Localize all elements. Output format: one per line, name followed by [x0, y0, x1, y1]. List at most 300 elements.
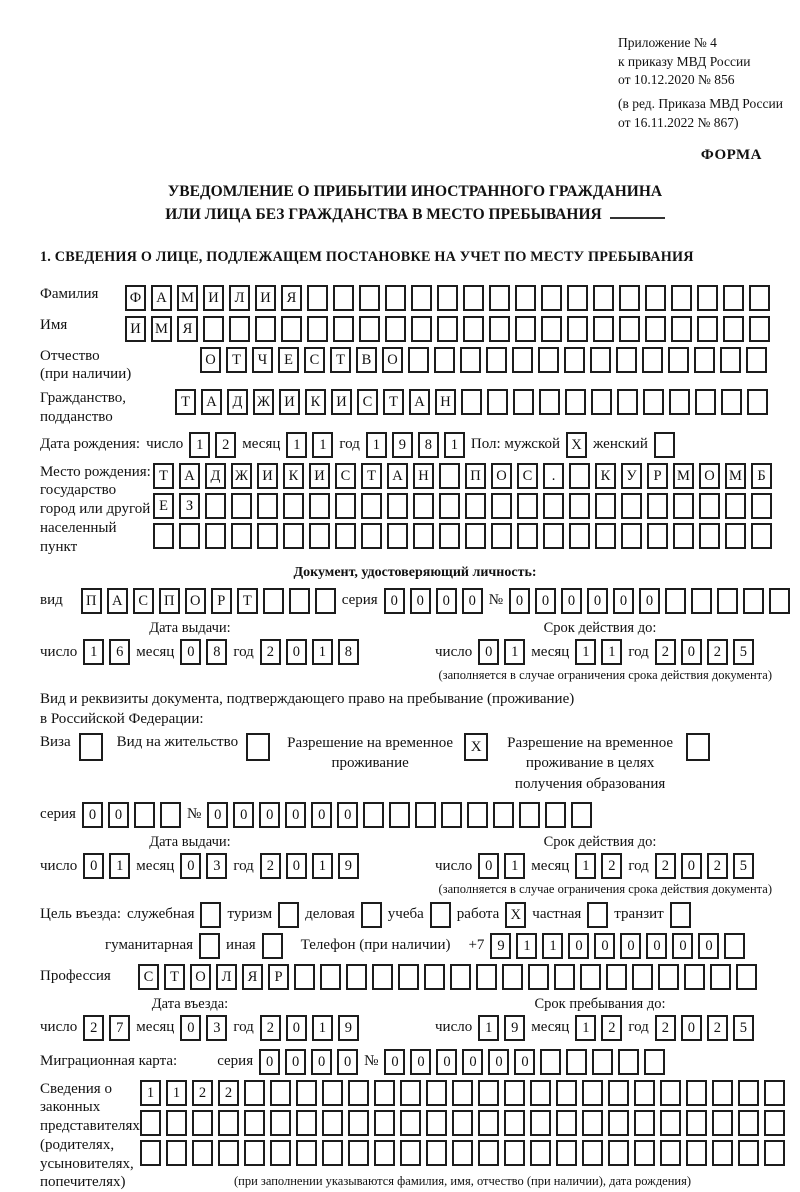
char-cell[interactable]: [413, 493, 434, 519]
char-cell[interactable]: С: [357, 389, 378, 415]
char-cell[interactable]: 1: [312, 432, 333, 458]
char-cell[interactable]: А: [151, 285, 172, 311]
char-cell[interactable]: [608, 1080, 629, 1106]
char-cell[interactable]: О: [382, 347, 403, 373]
char-cell[interactable]: С: [517, 463, 538, 489]
char-cell[interactable]: А: [201, 389, 222, 415]
temp-residence-education-checkbox[interactable]: [686, 733, 710, 761]
char-cell[interactable]: 0: [681, 639, 702, 665]
char-cell[interactable]: У: [621, 463, 642, 489]
char-cell[interactable]: Ф: [125, 285, 146, 311]
char-cell[interactable]: И: [309, 463, 330, 489]
char-cell[interactable]: 2: [218, 1080, 239, 1106]
char-cell[interactable]: 1: [312, 639, 333, 665]
char-cell[interactable]: [348, 1080, 369, 1106]
char-cell[interactable]: [333, 285, 354, 311]
char-cell[interactable]: [439, 463, 460, 489]
char-cell[interactable]: [413, 523, 434, 549]
char-cell[interactable]: [764, 1110, 785, 1136]
char-cell[interactable]: 0: [410, 588, 431, 614]
char-cell[interactable]: [231, 523, 252, 549]
char-cell[interactable]: 0: [436, 588, 457, 614]
char-cell[interactable]: [387, 523, 408, 549]
char-cell[interactable]: [541, 316, 562, 342]
char-cell[interactable]: А: [387, 463, 408, 489]
char-cell[interactable]: [415, 802, 436, 828]
char-cell[interactable]: [621, 493, 642, 519]
char-cell[interactable]: [437, 316, 458, 342]
char-cell[interactable]: [361, 523, 382, 549]
temp-residence-checkbox[interactable]: X: [464, 733, 488, 761]
char-cell[interactable]: 0: [311, 802, 332, 828]
char-cell[interactable]: [361, 493, 382, 519]
char-cell[interactable]: [590, 347, 611, 373]
char-cell[interactable]: О: [699, 463, 720, 489]
char-cell[interactable]: 2: [707, 853, 728, 879]
char-cell[interactable]: [296, 1080, 317, 1106]
char-cell[interactable]: 2: [655, 1015, 676, 1041]
char-cell[interactable]: [439, 493, 460, 519]
char-cell[interactable]: Н: [413, 463, 434, 489]
char-cell[interactable]: 0: [672, 933, 693, 959]
char-cell[interactable]: [307, 285, 328, 311]
char-cell[interactable]: 6: [109, 639, 130, 665]
char-cell[interactable]: [411, 285, 432, 311]
char-cell[interactable]: 1: [575, 639, 596, 665]
char-cell[interactable]: [556, 1140, 577, 1166]
char-cell[interactable]: [697, 316, 718, 342]
char-cell[interactable]: [296, 1140, 317, 1166]
char-cell[interactable]: [476, 964, 497, 990]
char-cell[interactable]: [673, 493, 694, 519]
char-cell[interactable]: [434, 347, 455, 373]
char-cell[interactable]: [647, 493, 668, 519]
char-cell[interactable]: Т: [226, 347, 247, 373]
purpose-humanitarian-checkbox[interactable]: [199, 933, 220, 959]
char-cell[interactable]: К: [283, 463, 304, 489]
char-cell[interactable]: 3: [206, 853, 227, 879]
char-cell[interactable]: 1: [166, 1080, 187, 1106]
char-cell[interactable]: [465, 523, 486, 549]
char-cell[interactable]: 7: [109, 1015, 130, 1041]
char-cell[interactable]: 2: [707, 1015, 728, 1041]
char-cell[interactable]: [660, 1080, 681, 1106]
char-cell[interactable]: [592, 1049, 613, 1075]
char-cell[interactable]: Р: [211, 588, 232, 614]
char-cell[interactable]: [296, 1110, 317, 1136]
char-cell[interactable]: [717, 588, 738, 614]
char-cell[interactable]: [400, 1080, 421, 1106]
char-cell[interactable]: А: [179, 463, 200, 489]
female-checkbox[interactable]: [654, 432, 675, 458]
char-cell[interactable]: [582, 1140, 603, 1166]
char-cell[interactable]: В: [356, 347, 377, 373]
char-cell[interactable]: [686, 1140, 707, 1166]
char-cell[interactable]: С: [133, 588, 154, 614]
char-cell[interactable]: [519, 802, 540, 828]
char-cell[interactable]: [179, 523, 200, 549]
char-cell[interactable]: [556, 1080, 577, 1106]
char-cell[interactable]: [618, 1049, 639, 1075]
char-cell[interactable]: 2: [260, 1015, 281, 1041]
char-cell[interactable]: 0: [286, 1015, 307, 1041]
char-cell[interactable]: [738, 1140, 759, 1166]
char-cell[interactable]: [736, 964, 757, 990]
char-cell[interactable]: П: [81, 588, 102, 614]
char-cell[interactable]: [283, 523, 304, 549]
char-cell[interactable]: [467, 802, 488, 828]
char-cell[interactable]: 0: [286, 853, 307, 879]
char-cell[interactable]: [244, 1080, 265, 1106]
char-cell[interactable]: [270, 1140, 291, 1166]
visa-checkbox[interactable]: [79, 733, 103, 761]
char-cell[interactable]: 0: [698, 933, 719, 959]
char-cell[interactable]: [140, 1110, 161, 1136]
char-cell[interactable]: И: [203, 285, 224, 311]
char-cell[interactable]: [478, 1140, 499, 1166]
char-cell[interactable]: [543, 523, 564, 549]
char-cell[interactable]: [478, 1080, 499, 1106]
char-cell[interactable]: О: [190, 964, 211, 990]
char-cell[interactable]: [660, 1140, 681, 1166]
char-cell[interactable]: 1: [575, 853, 596, 879]
char-cell[interactable]: [720, 347, 741, 373]
char-cell[interactable]: [517, 493, 538, 519]
char-cell[interactable]: [424, 964, 445, 990]
char-cell[interactable]: 9: [504, 1015, 525, 1041]
char-cell[interactable]: [478, 1110, 499, 1136]
char-cell[interactable]: [441, 802, 462, 828]
char-cell[interactable]: [348, 1110, 369, 1136]
char-cell[interactable]: 0: [83, 853, 104, 879]
char-cell[interactable]: [307, 316, 328, 342]
char-cell[interactable]: 0: [478, 853, 499, 879]
char-cell[interactable]: [320, 964, 341, 990]
char-cell[interactable]: [543, 493, 564, 519]
char-cell[interactable]: [461, 389, 482, 415]
char-cell[interactable]: [751, 493, 772, 519]
char-cell[interactable]: 1: [575, 1015, 596, 1041]
char-cell[interactable]: [166, 1140, 187, 1166]
char-cell[interactable]: И: [331, 389, 352, 415]
char-cell[interactable]: [335, 493, 356, 519]
char-cell[interactable]: [463, 316, 484, 342]
char-cell[interactable]: [723, 316, 744, 342]
char-cell[interactable]: [385, 316, 406, 342]
char-cell[interactable]: 9: [490, 933, 511, 959]
char-cell[interactable]: 2: [707, 639, 728, 665]
char-cell[interactable]: [712, 1110, 733, 1136]
char-cell[interactable]: 9: [392, 432, 413, 458]
char-cell[interactable]: А: [409, 389, 430, 415]
char-cell[interactable]: 1: [444, 432, 465, 458]
char-cell[interactable]: Ж: [253, 389, 274, 415]
char-cell[interactable]: [697, 285, 718, 311]
char-cell[interactable]: [491, 523, 512, 549]
char-cell[interactable]: Е: [278, 347, 299, 373]
char-cell[interactable]: 1: [601, 639, 622, 665]
char-cell[interactable]: 0: [285, 802, 306, 828]
char-cell[interactable]: [595, 523, 616, 549]
char-cell[interactable]: [644, 1049, 665, 1075]
char-cell[interactable]: [493, 802, 514, 828]
char-cell[interactable]: С: [138, 964, 159, 990]
char-cell[interactable]: 2: [215, 432, 236, 458]
char-cell[interactable]: [400, 1140, 421, 1166]
char-cell[interactable]: [530, 1110, 551, 1136]
char-cell[interactable]: [530, 1140, 551, 1166]
char-cell[interactable]: [244, 1110, 265, 1136]
char-cell[interactable]: [255, 316, 276, 342]
char-cell[interactable]: О: [491, 463, 512, 489]
char-cell[interactable]: [203, 316, 224, 342]
purpose-official-checkbox[interactable]: [200, 902, 221, 928]
char-cell[interactable]: 0: [462, 1049, 483, 1075]
char-cell[interactable]: Е: [153, 493, 174, 519]
char-cell[interactable]: 2: [655, 853, 676, 879]
char-cell[interactable]: [764, 1080, 785, 1106]
char-cell[interactable]: [749, 285, 770, 311]
char-cell[interactable]: [556, 1110, 577, 1136]
char-cell[interactable]: [218, 1140, 239, 1166]
char-cell[interactable]: [502, 964, 523, 990]
char-cell[interactable]: [205, 523, 226, 549]
char-cell[interactable]: 5: [733, 639, 754, 665]
char-cell[interactable]: 8: [418, 432, 439, 458]
char-cell[interactable]: 0: [286, 639, 307, 665]
char-cell[interactable]: [751, 523, 772, 549]
char-cell[interactable]: 1: [542, 933, 563, 959]
char-cell[interactable]: 1: [140, 1080, 161, 1106]
char-cell[interactable]: [743, 588, 764, 614]
char-cell[interactable]: [153, 523, 174, 549]
char-cell[interactable]: 2: [260, 639, 281, 665]
char-cell[interactable]: [452, 1110, 473, 1136]
char-cell[interactable]: [660, 1110, 681, 1136]
char-cell[interactable]: [571, 802, 592, 828]
char-cell[interactable]: [554, 964, 575, 990]
char-cell[interactable]: [426, 1080, 447, 1106]
char-cell[interactable]: 1: [504, 639, 525, 665]
char-cell[interactable]: 9: [338, 853, 359, 879]
char-cell[interactable]: 0: [568, 933, 589, 959]
char-cell[interactable]: 0: [594, 933, 615, 959]
char-cell[interactable]: [359, 316, 380, 342]
char-cell[interactable]: [699, 493, 720, 519]
char-cell[interactable]: [374, 1110, 395, 1136]
char-cell[interactable]: 0: [180, 639, 201, 665]
char-cell[interactable]: А: [107, 588, 128, 614]
char-cell[interactable]: 0: [639, 588, 660, 614]
char-cell[interactable]: [281, 316, 302, 342]
char-cell[interactable]: М: [177, 285, 198, 311]
char-cell[interactable]: [669, 389, 690, 415]
char-cell[interactable]: 0: [180, 1015, 201, 1041]
char-cell[interactable]: Ч: [252, 347, 273, 373]
char-cell[interactable]: [486, 347, 507, 373]
char-cell[interactable]: [513, 389, 534, 415]
char-cell[interactable]: 0: [384, 1049, 405, 1075]
char-cell[interactable]: Ж: [231, 463, 252, 489]
char-cell[interactable]: [721, 389, 742, 415]
char-cell[interactable]: [539, 389, 560, 415]
char-cell[interactable]: 8: [338, 639, 359, 665]
char-cell[interactable]: 0: [233, 802, 254, 828]
char-cell[interactable]: И: [255, 285, 276, 311]
char-cell[interactable]: [621, 523, 642, 549]
char-cell[interactable]: [192, 1110, 213, 1136]
char-cell[interactable]: 0: [561, 588, 582, 614]
char-cell[interactable]: 1: [83, 639, 104, 665]
char-cell[interactable]: 0: [462, 588, 483, 614]
char-cell[interactable]: [643, 389, 664, 415]
char-cell[interactable]: [764, 1140, 785, 1166]
char-cell[interactable]: 1: [516, 933, 537, 959]
char-cell[interactable]: [346, 964, 367, 990]
char-cell[interactable]: [582, 1080, 603, 1106]
char-cell[interactable]: [491, 493, 512, 519]
char-cell[interactable]: [231, 493, 252, 519]
char-cell[interactable]: М: [151, 316, 172, 342]
char-cell[interactable]: [218, 1110, 239, 1136]
char-cell[interactable]: [528, 964, 549, 990]
char-cell[interactable]: Я: [242, 964, 263, 990]
char-cell[interactable]: Я: [281, 285, 302, 311]
char-cell[interactable]: [647, 523, 668, 549]
char-cell[interactable]: [564, 347, 585, 373]
char-cell[interactable]: 0: [535, 588, 556, 614]
char-cell[interactable]: З: [179, 493, 200, 519]
char-cell[interactable]: [333, 316, 354, 342]
char-cell[interactable]: 1: [366, 432, 387, 458]
char-cell[interactable]: Т: [383, 389, 404, 415]
char-cell[interactable]: [140, 1140, 161, 1166]
char-cell[interactable]: 0: [285, 1049, 306, 1075]
char-cell[interactable]: С: [335, 463, 356, 489]
char-cell[interactable]: 0: [436, 1049, 457, 1075]
char-cell[interactable]: [359, 285, 380, 311]
char-cell[interactable]: 0: [207, 802, 228, 828]
char-cell[interactable]: 2: [83, 1015, 104, 1041]
char-cell[interactable]: Р: [647, 463, 668, 489]
char-cell[interactable]: [580, 964, 601, 990]
char-cell[interactable]: 3: [206, 1015, 227, 1041]
char-cell[interactable]: 1: [109, 853, 130, 879]
char-cell[interactable]: Т: [237, 588, 258, 614]
char-cell[interactable]: [658, 964, 679, 990]
char-cell[interactable]: Т: [361, 463, 382, 489]
char-cell[interactable]: 1: [478, 1015, 499, 1041]
char-cell[interactable]: О: [200, 347, 221, 373]
char-cell[interactable]: 5: [733, 853, 754, 879]
char-cell[interactable]: [398, 964, 419, 990]
char-cell[interactable]: [684, 964, 705, 990]
char-cell[interactable]: [463, 285, 484, 311]
char-cell[interactable]: 0: [337, 802, 358, 828]
char-cell[interactable]: [487, 389, 508, 415]
char-cell[interactable]: [322, 1140, 343, 1166]
char-cell[interactable]: Т: [153, 463, 174, 489]
char-cell[interactable]: 2: [655, 639, 676, 665]
purpose-transit-checkbox[interactable]: [670, 902, 691, 928]
char-cell[interactable]: [671, 316, 692, 342]
purpose-work-checkbox[interactable]: X: [505, 902, 526, 928]
char-cell[interactable]: Д: [205, 463, 226, 489]
char-cell[interactable]: 0: [311, 1049, 332, 1075]
char-cell[interactable]: [160, 802, 181, 828]
char-cell[interactable]: [229, 316, 250, 342]
char-cell[interactable]: [619, 316, 640, 342]
char-cell[interactable]: 2: [260, 853, 281, 879]
char-cell[interactable]: П: [159, 588, 180, 614]
char-cell[interactable]: [283, 493, 304, 519]
char-cell[interactable]: И: [279, 389, 300, 415]
char-cell[interactable]: [270, 1110, 291, 1136]
char-cell[interactable]: К: [305, 389, 326, 415]
char-cell[interactable]: [645, 285, 666, 311]
purpose-business-checkbox[interactable]: [361, 902, 382, 928]
char-cell[interactable]: [747, 389, 768, 415]
char-cell[interactable]: [686, 1110, 707, 1136]
char-cell[interactable]: [244, 1140, 265, 1166]
char-cell[interactable]: [437, 285, 458, 311]
char-cell[interactable]: [749, 316, 770, 342]
char-cell[interactable]: [322, 1080, 343, 1106]
char-cell[interactable]: 2: [601, 853, 622, 879]
char-cell[interactable]: [616, 347, 637, 373]
char-cell[interactable]: [619, 285, 640, 311]
char-cell[interactable]: [723, 285, 744, 311]
char-cell[interactable]: [205, 493, 226, 519]
char-cell[interactable]: 0: [337, 1049, 358, 1075]
char-cell[interactable]: 9: [338, 1015, 359, 1041]
char-cell[interactable]: С: [304, 347, 325, 373]
char-cell[interactable]: [372, 964, 393, 990]
char-cell[interactable]: [309, 493, 330, 519]
char-cell[interactable]: [315, 588, 336, 614]
char-cell[interactable]: [746, 347, 767, 373]
char-cell[interactable]: 1: [504, 853, 525, 879]
char-cell[interactable]: [439, 523, 460, 549]
char-cell[interactable]: [634, 1140, 655, 1166]
char-cell[interactable]: 0: [613, 588, 634, 614]
char-cell[interactable]: [541, 285, 562, 311]
char-cell[interactable]: [374, 1140, 395, 1166]
char-cell[interactable]: [270, 1080, 291, 1106]
char-cell[interactable]: [725, 493, 746, 519]
char-cell[interactable]: [504, 1110, 525, 1136]
char-cell[interactable]: [257, 523, 278, 549]
char-cell[interactable]: 0: [681, 1015, 702, 1041]
char-cell[interactable]: [569, 523, 590, 549]
char-cell[interactable]: 1: [312, 1015, 333, 1041]
char-cell[interactable]: [699, 523, 720, 549]
char-cell[interactable]: [540, 1049, 561, 1075]
char-cell[interactable]: [634, 1080, 655, 1106]
purpose-private-checkbox[interactable]: [587, 902, 608, 928]
char-cell[interactable]: 0: [108, 802, 129, 828]
char-cell[interactable]: [335, 523, 356, 549]
char-cell[interactable]: [665, 588, 686, 614]
purpose-tourism-checkbox[interactable]: [278, 902, 299, 928]
char-cell[interactable]: Я: [177, 316, 198, 342]
char-cell[interactable]: [408, 347, 429, 373]
char-cell[interactable]: [673, 523, 694, 549]
char-cell[interactable]: [606, 964, 627, 990]
purpose-other-checkbox[interactable]: [262, 933, 283, 959]
char-cell[interactable]: [309, 523, 330, 549]
char-cell[interactable]: 2: [192, 1080, 213, 1106]
